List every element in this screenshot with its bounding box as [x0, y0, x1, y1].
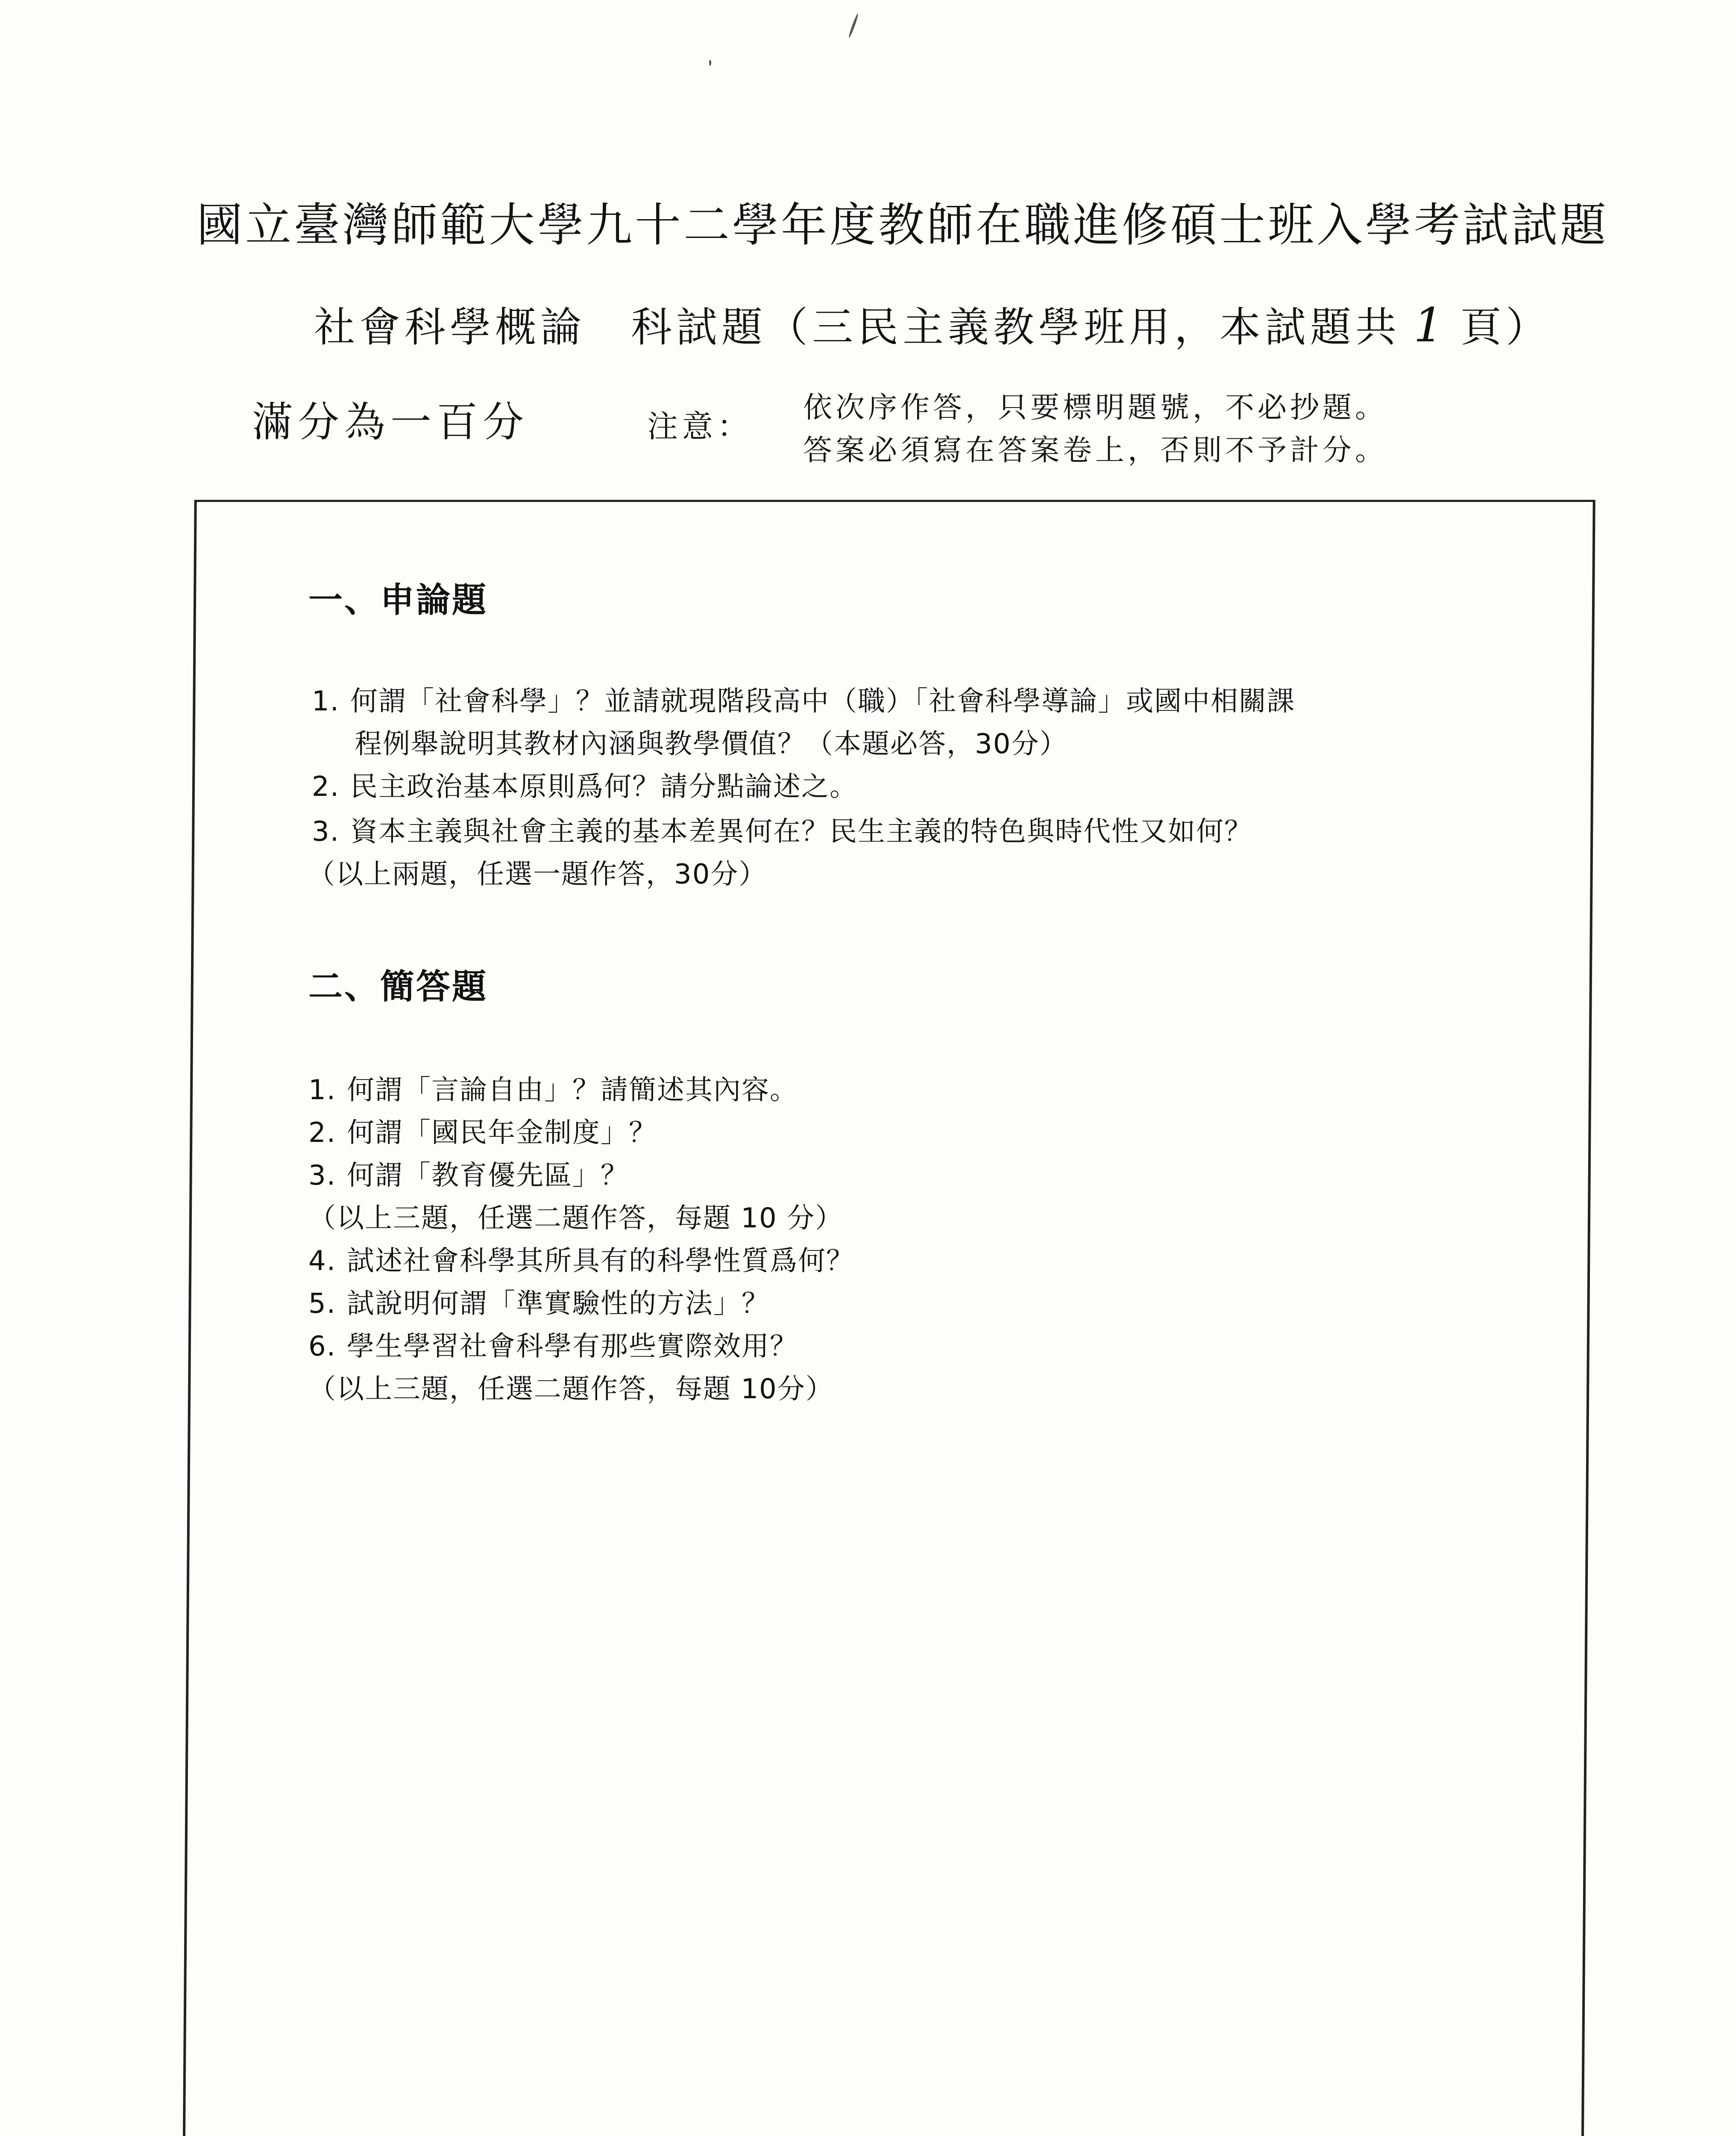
section-note: （以上兩題，任選一題作答，30分）: [308, 859, 767, 890]
question-text: 學生學習社會科學有那些實際效用？: [347, 1331, 798, 1362]
section-note: （以上三題，任選二題作答，每題 10 分）: [308, 1203, 844, 1234]
question-item: [308, 1153, 629, 1193]
notice-line: 答案必須寫在答案卷上，否則不予計分。: [803, 434, 1388, 467]
question-item: [308, 1324, 798, 1364]
question-text: 試述社會科學其所具有的科學性質爲何？: [347, 1245, 854, 1277]
subtitle-prefix: 社會科學概論 科試題（三民主義教學班用，本試題共: [314, 303, 1401, 351]
question-text: 資本主義與社會主義的基本差異何在？民生主義的特色與時代性又如何？: [350, 816, 1252, 848]
section-note: （以上三題，任選二題作答，每題 10分）: [308, 1373, 834, 1405]
question-text: 何謂「教育優先區」？: [347, 1160, 629, 1191]
question-number: 3.: [308, 1160, 337, 1191]
exam-title: 國立臺灣師範大學九十二學年度教師在職進修碩士班入學考試試題: [196, 199, 1609, 252]
question-text: 何謂「言論自由」？請簡述其內容。: [347, 1074, 798, 1106]
question-number: 6.: [308, 1331, 337, 1362]
question-item: [312, 765, 858, 804]
question-number: 3.: [312, 816, 340, 848]
full-score: 滿分為一百分: [252, 398, 529, 446]
section-heading-short-answer: 二、簡答題: [308, 967, 488, 1006]
scan-speck: [848, 13, 859, 38]
question-number: 5.: [308, 1288, 337, 1320]
question-item: [312, 679, 1295, 719]
exam-subtitle: [314, 295, 1551, 353]
question-item: [308, 1282, 770, 1321]
question-item: [312, 810, 1252, 849]
question-number: 4.: [308, 1245, 337, 1277]
question-number: 2.: [312, 771, 340, 803]
notice-line: 依次序作答，只要標明題號，不必抄題。: [803, 391, 1388, 425]
subtitle-suffix: 頁）: [1460, 303, 1551, 351]
question-text: 試說明何謂「準實驗性的方法」？: [347, 1288, 770, 1320]
question-number: 1.: [308, 1074, 337, 1106]
question-item: [308, 1068, 798, 1107]
question-text: 何謂「社會科學」？並請就現階段高中（職）「社會科學導論」或國中相關課: [350, 686, 1295, 717]
section-heading-essay: 一、申論題: [308, 580, 488, 620]
question-text-continued: 程例舉說明其教材內涵與教學價值？（本題必答，30分）: [355, 728, 1068, 760]
question-text: 民主政治基本原則爲何？請分點論述之。: [350, 771, 858, 803]
question-text: 何謂「國民年金制度」？: [347, 1117, 657, 1149]
question-number: 2.: [308, 1117, 337, 1149]
question-item: [308, 1111, 657, 1150]
page-count: 1: [1413, 298, 1448, 352]
question-item: [308, 1239, 854, 1278]
scan-speck: [709, 60, 711, 66]
question-number: 1.: [312, 686, 340, 717]
notice-label: 注意：: [647, 408, 753, 444]
